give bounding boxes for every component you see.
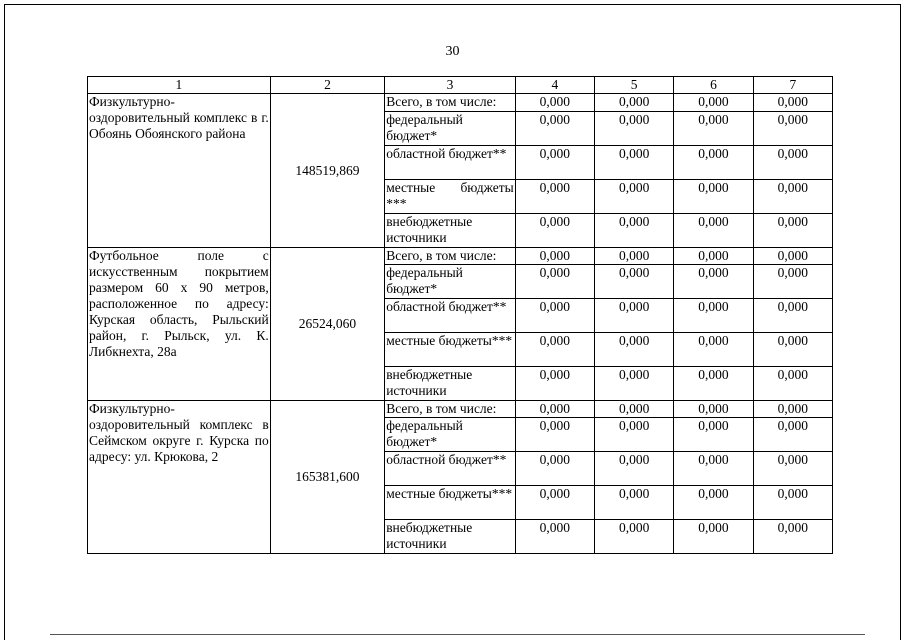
- amount-cell: 0,000: [515, 367, 594, 401]
- amount-cell: 0,000: [753, 214, 832, 248]
- amount-cell: 0,000: [674, 367, 753, 401]
- amount-cell: 0,000: [674, 214, 753, 248]
- amount-cell: 0,000: [515, 418, 594, 452]
- funding-source: местные бюджеты***: [385, 486, 516, 520]
- object-name: Физкультурно-оздоровительный комплекс в г. Обоянь Обоянского района: [88, 94, 271, 248]
- amount-cell: 0,000: [753, 248, 832, 265]
- amount-cell: 0,000: [595, 452, 674, 486]
- amount-cell: 0,000: [595, 333, 674, 367]
- amount-cell: 0,000: [515, 180, 594, 214]
- funding-source: областной бюджет**: [385, 299, 516, 333]
- amount-cell: 0,000: [674, 520, 753, 554]
- amount-cell: 0,000: [753, 299, 832, 333]
- header-cell: 4: [515, 77, 594, 94]
- header-cell: 7: [753, 77, 832, 94]
- header-cell: 1: [88, 77, 271, 94]
- amount-cell: 0,000: [674, 452, 753, 486]
- amount-cell: 0,000: [595, 248, 674, 265]
- object-name: Футбольное поле с искусственным покрытием размером 60 х 90 метров, расположенное по адресу: Курская область, Рыльский район, г. Рыльск, ул. К. Либкнехта, 28а: [88, 248, 271, 401]
- amount-cell: 0,000: [515, 299, 594, 333]
- estimated-cost: 165381,600: [270, 401, 384, 554]
- amount-cell: 0,000: [515, 214, 594, 248]
- amount-cell: 0,000: [515, 248, 594, 265]
- amount-cell: 0,000: [595, 265, 674, 299]
- estimated-cost: 148519,869: [270, 94, 384, 248]
- funding-source: Всего, в том числе:: [385, 94, 516, 112]
- object-name: Физкультурно-оздоровительный комплекс в Сеймском округе г. Курска по адресу: ул. Крюкова, 2: [88, 401, 271, 554]
- funding-source: федеральный бюджет*: [385, 418, 516, 452]
- amount-cell: 0,000: [674, 248, 753, 265]
- amount-cell: 0,000: [515, 520, 594, 554]
- amount-cell: 0,000: [674, 112, 753, 146]
- amount-cell: 0,000: [674, 486, 753, 520]
- amount-cell: 0,000: [595, 214, 674, 248]
- funding-source: федеральный бюджет*: [385, 265, 516, 299]
- amount-cell: 0,000: [595, 367, 674, 401]
- estimated-cost: 26524,060: [270, 248, 384, 401]
- amount-cell: 0,000: [674, 146, 753, 180]
- table-row: [88, 248, 833, 265]
- amount-cell: 0,000: [674, 401, 753, 418]
- amount-cell: 0,000: [515, 146, 594, 180]
- amount-cell: 0,000: [595, 94, 674, 112]
- amount-cell: 0,000: [753, 112, 832, 146]
- header-cell: 6: [674, 77, 753, 94]
- amount-cell: 0,000: [674, 94, 753, 112]
- amount-cell: 0,000: [674, 333, 753, 367]
- amount-cell: 0,000: [515, 401, 594, 418]
- funding-source: местные бюджеты***: [385, 333, 516, 367]
- page-frame-top: [4, 4, 901, 5]
- page-frame-right: [900, 4, 901, 640]
- amount-cell: 0,000: [515, 333, 594, 367]
- amount-cell: 0,000: [753, 452, 832, 486]
- amount-cell: 0,000: [674, 180, 753, 214]
- amount-cell: 0,000: [753, 401, 832, 418]
- amount-cell: 0,000: [595, 486, 674, 520]
- header-cell: 2: [270, 77, 384, 94]
- funding-table: [87, 76, 833, 554]
- amount-cell: 0,000: [674, 418, 753, 452]
- funding-source: областной бюджет**: [385, 146, 516, 180]
- amount-cell: 0,000: [595, 146, 674, 180]
- amount-cell: 0,000: [753, 486, 832, 520]
- funding-source: внебюджетные источники: [385, 367, 516, 401]
- funding-source: федеральный бюджет*: [385, 112, 516, 146]
- funding-source: областной бюджет**: [385, 452, 516, 486]
- amount-cell: 0,000: [753, 333, 832, 367]
- amount-cell: 0,000: [595, 401, 674, 418]
- amount-cell: 0,000: [753, 146, 832, 180]
- amount-cell: 0,000: [674, 265, 753, 299]
- funding-source: внебюджетные источники: [385, 520, 516, 554]
- amount-cell: 0,000: [595, 520, 674, 554]
- funding-source: местные бюджеты ***: [385, 180, 516, 214]
- header-row: [88, 77, 833, 94]
- amount-cell: 0,000: [753, 367, 832, 401]
- page-frame-bottom: [50, 634, 865, 635]
- table-row: [88, 94, 833, 112]
- funding-source: внебюджетные источники: [385, 214, 516, 248]
- funding-source: Всего, в том числе:: [385, 248, 516, 265]
- amount-cell: 0,000: [753, 520, 832, 554]
- funding-source: Всего, в том числе:: [385, 401, 516, 418]
- header-cell: 3: [385, 77, 516, 94]
- page-frame-left: [4, 4, 5, 640]
- amount-cell: 0,000: [515, 486, 594, 520]
- amount-cell: 0,000: [753, 180, 832, 214]
- amount-cell: 0,000: [515, 265, 594, 299]
- amount-cell: 0,000: [595, 418, 674, 452]
- amount-cell: 0,000: [753, 265, 832, 299]
- amount-cell: 0,000: [515, 452, 594, 486]
- amount-cell: 0,000: [674, 299, 753, 333]
- table-row: [88, 401, 833, 418]
- amount-cell: 0,000: [753, 418, 832, 452]
- header-cell: 5: [595, 77, 674, 94]
- amount-cell: 0,000: [595, 112, 674, 146]
- amount-cell: 0,000: [515, 112, 594, 146]
- amount-cell: 0,000: [515, 94, 594, 112]
- amount-cell: 0,000: [595, 180, 674, 214]
- amount-cell: 0,000: [595, 299, 674, 333]
- page-number: 30: [445, 44, 460, 59]
- amount-cell: 0,000: [753, 94, 832, 112]
